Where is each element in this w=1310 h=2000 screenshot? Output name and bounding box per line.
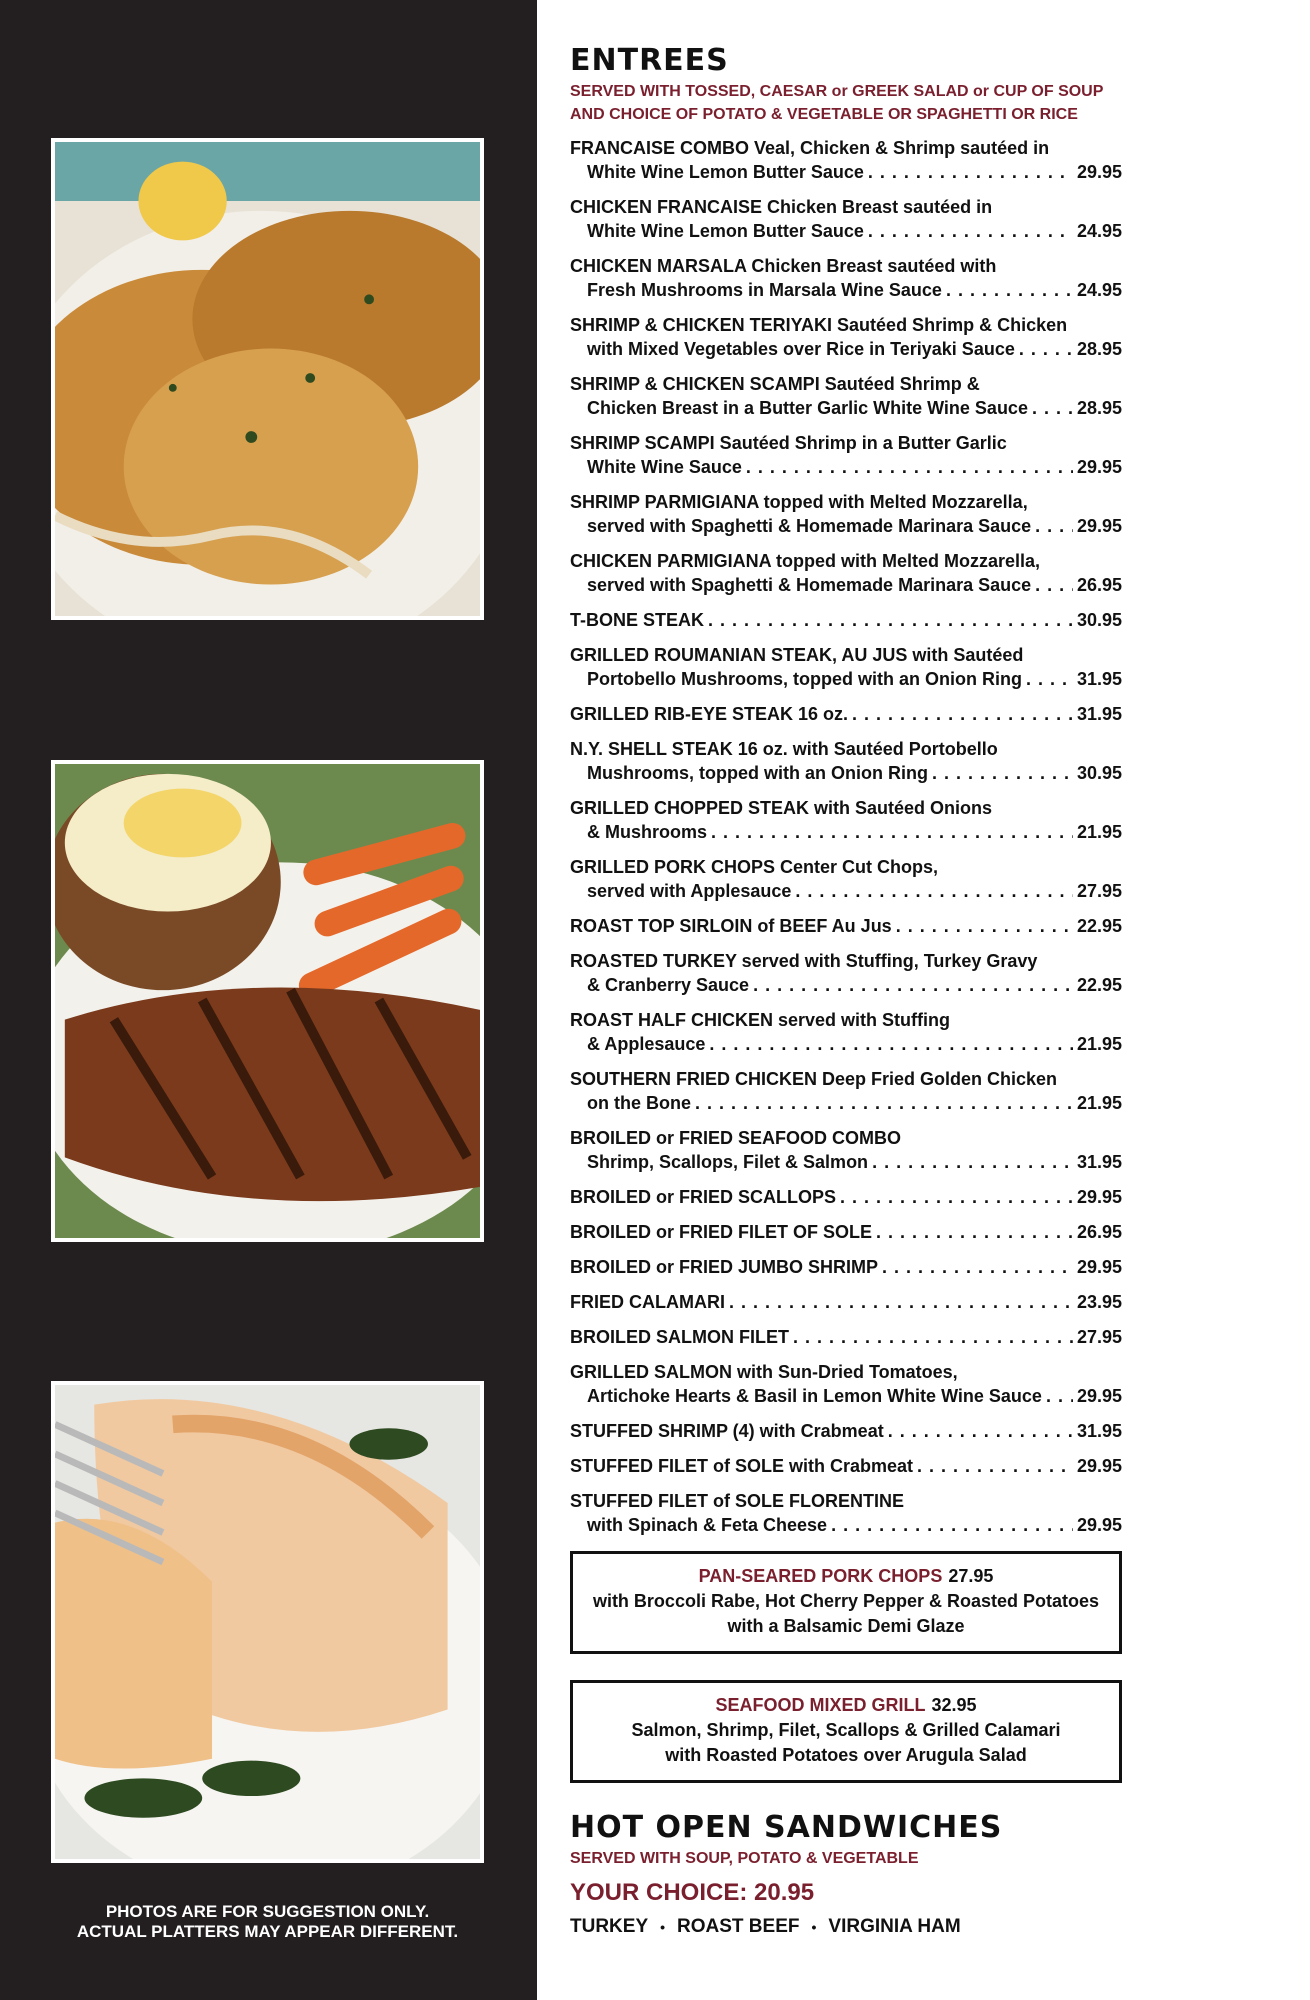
menu-item (570, 1290, 1122, 1314)
menu-item-price: 28.95 (1076, 398, 1122, 418)
menu-item-price: 22.95 (1076, 916, 1122, 936)
menu-item (570, 608, 1122, 632)
disclaimer-line-2: ACTUAL PLATTERS MAY APPEAR DIFFERENT. (76, 1922, 459, 1941)
dot-leader (709, 1032, 1073, 1056)
dot-leader (888, 1419, 1073, 1443)
menu-item-price-line (570, 608, 1122, 632)
menu-item (570, 643, 1122, 691)
menu-item-desc: BROILED or FRIED JUMBO SHRIMP (570, 1257, 879, 1277)
menu-item-price: 27.95 (1076, 1327, 1122, 1347)
entree-list (570, 136, 1122, 1537)
menu-item-desc: Artichoke Hearts & Basil in Lemon White Wine Sauce (587, 1386, 1042, 1406)
photo-salmon (51, 1381, 484, 1863)
menu-item (570, 490, 1122, 538)
menu-item (570, 313, 1122, 361)
menu-item (570, 136, 1122, 184)
menu-item-name: CHICKEN MARSALA Chicken Breast sautéed with (570, 256, 997, 276)
menu-item (570, 796, 1122, 844)
sandwiches-subtitle: SERVED WITH SOUP, POTATO & VEGETABLE (570, 1850, 919, 1867)
dot-leader (932, 761, 1073, 785)
menu-item (570, 737, 1122, 785)
menu-item-desc: Fresh Mushrooms in Marsala Wine Sauce (587, 280, 942, 300)
bullet-separator: • (660, 1919, 666, 1935)
menu-item (570, 1454, 1122, 1478)
entrees-subtitle (570, 80, 1122, 126)
dot-leader (852, 702, 1073, 726)
dot-leader (946, 278, 1073, 302)
dot-leader (1035, 573, 1073, 597)
menu-item-desc: White Wine Lemon Butter Sauce (587, 162, 864, 182)
menu-item-price: 29.95 (1076, 1257, 1122, 1277)
dot-leader (793, 1325, 1073, 1349)
menu-item (570, 1360, 1122, 1408)
menu-item-name: GRILLED CHOPPED STEAK with Sautéed Onions (570, 798, 993, 818)
menu-item (570, 254, 1122, 302)
menu-item-desc: Chicken Breast in a Butter Garlic White Wine Sauce (587, 398, 1028, 418)
menu-item-price-line (570, 1325, 1122, 1349)
menu-item-price-line (570, 337, 1122, 361)
salmon-photo-image (55, 1385, 480, 1859)
menu-item-desc: & Cranberry Sauce (587, 975, 750, 995)
menu-item-desc: T-BONE STEAK (570, 610, 705, 630)
menu-item-name: SHRIMP & CHICKEN SCAMPI Sautéed Shrimp & (570, 374, 980, 394)
menu-item-price: 29.95 (1076, 516, 1122, 536)
dot-leader (795, 879, 1073, 903)
menu-item-price-line (570, 278, 1122, 302)
menu-item-price-line (570, 514, 1122, 538)
menu-item-price-line (570, 761, 1122, 785)
sandwich-option-turkey: TURKEY (570, 1916, 649, 1937)
menu-item-name: CHICKEN PARMIGIANA topped with Melted Mozzarella, (570, 551, 1041, 571)
dot-leader (917, 1454, 1073, 1478)
bullet-separator: • (811, 1919, 817, 1935)
dot-leader (840, 1185, 1073, 1209)
menu-item (570, 1126, 1122, 1174)
menu-item-price-line (570, 820, 1122, 844)
special-line: with Broccoli Rabe, Hot Cherry Pepper & Roasted Potatoes (592, 1591, 1100, 1611)
menu-item-price: 24.95 (1076, 221, 1122, 241)
photo-steak-potato (51, 760, 484, 1242)
menu-item-price: 31.95 (1076, 704, 1122, 724)
dot-leader (831, 1513, 1073, 1537)
dot-leader (695, 1091, 1073, 1115)
menu-item-desc: on the Bone (587, 1093, 691, 1113)
menu-item (570, 1489, 1122, 1537)
menu-item-price-line (570, 1255, 1122, 1279)
special-seafood-grill (570, 1680, 1122, 1783)
menu-item-desc: served with Spaghetti & Homemade Marinara Sauce (587, 575, 1032, 595)
menu-item-price-line (570, 160, 1122, 184)
photo-sidebar (0, 0, 537, 2000)
menu-item-name: ROASTED TURKEY served with Stuffing, Turkey Gravy (570, 951, 1038, 971)
menu-item-price: 31.95 (1076, 1421, 1122, 1441)
entrees-subtitle-line-2: AND CHOICE OF POTATO & VEGETABLE OR SPAGHETTI OR RICE (570, 106, 1078, 123)
special-line: with Roasted Potatoes over Arugula Salad (665, 1745, 1027, 1765)
entrees-subtitle-line-1: SERVED WITH TOSSED, CAESAR or GREEK SALAD or CUP OF SOUP (570, 83, 1104, 100)
menu-item-desc: BROILED or FRIED FILET OF SOLE (570, 1222, 873, 1242)
sandwich-options (570, 1914, 1122, 1940)
menu-item-desc: served with Spaghetti & Homemade Marinara Sauce (587, 516, 1032, 536)
menu-item-price-line (570, 1032, 1122, 1056)
menu-item-name: N.Y. SHELL STEAK 16 oz. with Sautéed Portobello (570, 739, 998, 759)
menu-item-name: ROAST HALF CHICKEN served with Stuffing (570, 1010, 951, 1030)
disclaimer-line-1: PHOTOS ARE FOR SUGGESTION ONLY. (105, 1902, 430, 1921)
menu-item-desc: served with Applesauce (587, 881, 792, 901)
dot-leader (708, 608, 1073, 632)
menu-item-price-line (570, 573, 1122, 597)
menu-item-desc: with Mixed Vegetables over Rice in Teriyaki Sauce (587, 339, 1015, 359)
photo-disclaimer (40, 1902, 495, 1942)
menu-item-price: 22.95 (1076, 975, 1122, 995)
special-name: PAN-SEARED PORK CHOPS (698, 1566, 943, 1586)
steak-photo-image (55, 764, 480, 1238)
menu-item-desc: & Mushrooms (587, 822, 708, 842)
menu-item (570, 1255, 1122, 1279)
dot-leader (746, 455, 1073, 479)
menu-item-price-line (570, 1384, 1122, 1408)
special-price: 27.95 (948, 1566, 994, 1586)
menu-item-price-line (570, 973, 1122, 997)
menu-item-price-line (570, 914, 1122, 938)
menu-item (570, 855, 1122, 903)
menu-item-desc: BROILED or FRIED SCALLOPS (570, 1187, 837, 1207)
menu-item-price: 31.95 (1076, 1152, 1122, 1172)
menu-item-desc: White Wine Lemon Butter Sauce (587, 221, 864, 241)
menu-item-desc: STUFFED FILET of SOLE with Crabmeat (570, 1456, 914, 1476)
dot-leader (753, 973, 1073, 997)
menu-item-price: 29.95 (1076, 1386, 1122, 1406)
dot-leader (711, 820, 1073, 844)
menu-item-name: STUFFED FILET of SOLE FLORENTINE (570, 1491, 904, 1511)
dot-leader (896, 914, 1073, 938)
menu-item (570, 1419, 1122, 1443)
hot-sandwiches-section (570, 1811, 1122, 1940)
menu-item (570, 1325, 1122, 1349)
menu-item-desc: with Spinach & Feta Cheese (587, 1515, 828, 1535)
menu-item-price-line (570, 1220, 1122, 1244)
menu-item-desc: FRIED CALAMARI (570, 1292, 725, 1312)
menu-item-name: CHICKEN FRANCAISE Chicken Breast sautéed in (570, 197, 993, 217)
menu-item (570, 431, 1122, 479)
menu-item-price-line (570, 1150, 1122, 1174)
menu-item-desc: Shrimp, Scallops, Filet & Salmon (587, 1152, 869, 1172)
menu-item-price: 21.95 (1076, 1034, 1122, 1054)
sandwich-option-virginia-ham: VIRGINIA HAM (828, 1916, 961, 1937)
menu-item (570, 1220, 1122, 1244)
dot-leader (876, 1220, 1073, 1244)
menu-item-price: 23.95 (1076, 1292, 1122, 1312)
menu-item-price-line (570, 219, 1122, 243)
menu-item-name: SHRIMP PARMIGIANA topped with Melted Mozzarella, (570, 492, 1028, 512)
menu-item-price: 21.95 (1076, 822, 1122, 842)
menu-item-name: GRILLED PORK CHOPS Center Cut Chops, (570, 857, 939, 877)
dot-leader (1035, 514, 1073, 538)
menu-item-desc: White Wine Sauce (587, 457, 742, 477)
menu-item-price: 28.95 (1076, 339, 1122, 359)
dot-leader (868, 160, 1073, 184)
menu-item-price-line (570, 1185, 1122, 1209)
menu-item (570, 1008, 1122, 1056)
dot-leader (1019, 337, 1073, 361)
menu-item-price: 29.95 (1076, 162, 1122, 182)
menu-item-desc: STUFFED SHRIMP (4) with Crabmeat (570, 1421, 884, 1441)
menu-item (570, 949, 1122, 997)
menu-item-price-line (570, 1513, 1122, 1537)
special-title (579, 1564, 1113, 1589)
menu-item-price: 29.95 (1076, 1515, 1122, 1535)
menu-item-desc: BROILED SALMON FILET (570, 1327, 789, 1347)
special-price: 32.95 (931, 1695, 977, 1715)
menu-item-price: 29.95 (1076, 1456, 1122, 1476)
menu-item (570, 195, 1122, 243)
dot-leader (882, 1255, 1073, 1279)
special-pork-chops (570, 1551, 1122, 1654)
menu-item-desc: Mushrooms, topped with an Onion Ring (587, 763, 928, 783)
menu-item-price: 26.95 (1076, 575, 1122, 595)
menu-item-name: SOUTHERN FRIED CHICKEN Deep Fried Golden Chicken (570, 1069, 1058, 1089)
menu-content (570, 44, 1122, 1940)
special-line: with a Balsamic Demi Glaze (727, 1616, 965, 1636)
menu-item-price-line (570, 396, 1122, 420)
menu-item-price-line (570, 1454, 1122, 1478)
menu-item (570, 1185, 1122, 1209)
menu-item (570, 549, 1122, 597)
menu-item-name: FRANCAISE COMBO Veal, Chicken & Shrimp sautéed in (570, 138, 1050, 158)
menu-item-price: 30.95 (1076, 763, 1122, 783)
special-name: SEAFOOD MIXED GRILL (715, 1695, 926, 1715)
menu-item-name: GRILLED ROUMANIAN STEAK, AU JUS with Sautéed (570, 645, 1024, 665)
menu-item-price: 21.95 (1076, 1093, 1122, 1113)
menu-item-price-line (570, 1290, 1122, 1314)
dot-leader (868, 219, 1073, 243)
menu-item (570, 914, 1122, 938)
menu-item-price: 27.95 (1076, 881, 1122, 901)
dot-leader (872, 1150, 1073, 1174)
menu-item-price-line (570, 702, 1122, 726)
menu-item-desc: ROAST TOP SIRLOIN of BEEF Au Jus (570, 916, 892, 936)
menu-item-price-line (570, 879, 1122, 903)
menu-item-price: 30.95 (1076, 610, 1122, 630)
menu-item-price-line (570, 667, 1122, 691)
chicken-photo-image (55, 142, 480, 616)
menu-item-price-line (570, 1419, 1122, 1443)
menu-item-price-line (570, 1091, 1122, 1115)
menu-item-desc: & Applesauce (587, 1034, 706, 1054)
menu-item-desc: GRILLED RIB-EYE STEAK 16 oz. (570, 704, 849, 724)
menu-item-price: 29.95 (1076, 1187, 1122, 1207)
menu-item-price: 31.95 (1076, 669, 1122, 689)
menu-item (570, 372, 1122, 420)
menu-item-price: 29.95 (1076, 457, 1122, 477)
special-title (579, 1693, 1113, 1718)
menu-item (570, 702, 1122, 726)
menu-item-name: BROILED or FRIED SEAFOOD COMBO (570, 1128, 902, 1148)
photo-chicken-francaise (51, 138, 484, 620)
dot-leader (1046, 1384, 1073, 1408)
sandwiches-title: HOT OPEN SANDWICHES (570, 1810, 1003, 1845)
menu-item-desc: Portobello Mushrooms, topped with an Onion Ring (587, 669, 1022, 689)
menu-item (570, 1067, 1122, 1115)
menu-item-name: SHRIMP & CHICKEN TERIYAKI Sautéed Shrimp & Chicken (570, 315, 1068, 335)
dot-leader (1026, 667, 1073, 691)
entrees-title: ENTREES (570, 43, 729, 78)
special-line: Salmon, Shrimp, Filet, Scallops & Grilled Calamari (631, 1720, 1061, 1740)
dot-leader (729, 1290, 1073, 1314)
sandwiches-price: YOUR CHOICE: 20.95 (570, 1879, 815, 1906)
menu-item-name: GRILLED SALMON with Sun-Dried Tomatoes, (570, 1362, 958, 1382)
menu-item-price: 26.95 (1076, 1222, 1122, 1242)
menu-item-price: 24.95 (1076, 280, 1122, 300)
menu-item-name: SHRIMP SCAMPI Sautéed Shrimp in a Butter Garlic (570, 433, 1007, 453)
sandwich-option-roast-beef: ROAST BEEF (677, 1916, 800, 1937)
menu-item-price-line (570, 455, 1122, 479)
dot-leader (1032, 396, 1073, 420)
